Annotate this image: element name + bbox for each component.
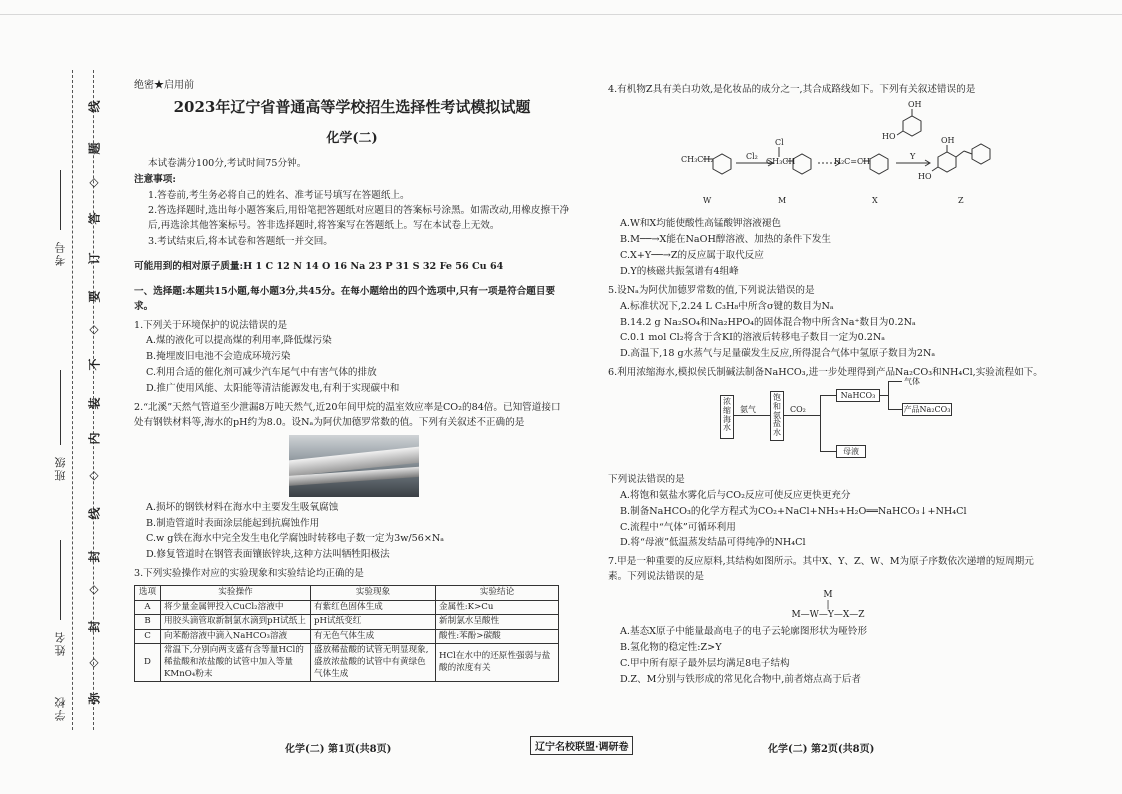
q7-option: A.基态X原子中能量最高电子的电子云轮廓图形状为哑铃形 <box>620 626 868 638</box>
table-cell: C <box>135 629 161 644</box>
process-flowchart <box>608 376 1048 467</box>
flow-label: 气体 <box>904 376 920 386</box>
benzene-ring-z1 <box>938 152 956 172</box>
flow-box-product: 产品Na₂CO₃ <box>903 404 951 414</box>
molecule-structure <box>608 589 1048 621</box>
seal-char: 封 <box>87 620 102 633</box>
group-text: OH <box>908 99 922 109</box>
table-cell: 酸性:苯酚>碳酸 <box>436 629 559 644</box>
flow-box-seawater: 浓缩海水 <box>720 395 734 439</box>
flow-line <box>880 395 888 396</box>
diamond-icon: ◇ <box>89 322 99 336</box>
seal-char: 不 <box>87 358 102 371</box>
benzene-ring-m <box>793 154 811 174</box>
benzene-ring-w <box>713 154 731 174</box>
group-text: CH₃CH₂ <box>681 154 714 164</box>
notice-heading: 注意事项: <box>134 173 176 185</box>
q2-option: B.制造管道时表面涂层能起到抗腐蚀作用 <box>146 517 320 529</box>
table-header: 选项 <box>135 585 161 600</box>
right-column <box>608 82 1048 689</box>
seal-char: 封 <box>87 550 102 563</box>
table-cell: pH试纸变红 <box>311 615 436 630</box>
q5-stem: 5.设Nₐ为阿伏加德罗常数的值,下列说法错误的是 <box>608 284 815 296</box>
group-text: OH <box>941 135 955 145</box>
group-text: HO <box>882 131 896 141</box>
flow-arrow <box>820 395 836 396</box>
flow-branch <box>820 395 821 451</box>
q5-option: D.高温下,18 g水蒸气与足量碳发生反应,所得混合气体中氢原子数目为2Nₐ <box>620 348 936 360</box>
diamond-icon: ◇ <box>89 175 99 189</box>
q5-option: B.14.2 g Na₂SO₄和Na₂HPO₄的固体混合物中所含Na⁺数目为0.2Nₐ <box>620 316 916 328</box>
q6-option: D.将“母液”低温蒸发结晶可得纯净的NH₄Cl <box>620 537 806 549</box>
table-cell: D <box>135 644 161 682</box>
q7-option: B.氢化物的稳定性:Z>Y <box>620 642 722 654</box>
flow-box-nahco3: NaHCO₃ <box>836 389 880 402</box>
compound-label: W <box>703 195 712 205</box>
secret-mark: 绝密★启用前 <box>134 80 194 91</box>
bond <box>932 167 938 171</box>
flow-arrow <box>820 451 836 452</box>
flow-arrow <box>888 381 902 382</box>
table-header-row <box>135 585 559 600</box>
group-text: CH₃CH <box>766 156 796 166</box>
q7-stem: 7.甲是一种重要的反应原料,其结构如图所示。其中X、Y、Z、W、M为原子序数依次递增的短周期元素。下列说法错误的是 <box>608 556 1034 583</box>
table-row <box>135 615 559 630</box>
bond <box>956 151 964 157</box>
table-cell: 有无色气体生成 <box>311 629 436 644</box>
flow-arrow <box>888 409 902 410</box>
table-header: 实验操作 <box>161 585 311 600</box>
structure-main: M—W—Y—X—Z <box>791 609 865 620</box>
benzene-ring-x <box>870 154 888 174</box>
seal-char: 弥 <box>87 692 102 705</box>
q3-stem: 3.下列实验操作对应的实验现象和实验结论均正确的是 <box>134 568 364 580</box>
notice-item: 2.答选择题时,选出每小题答案后,用铅笔把答题纸对应题目的答案标号涂黑。如需改动,用橡皮擦干净后,再选涂其他答案标号。答非选择题时,将答案写在答题纸上。写在本试卷上无效。 <box>148 205 570 232</box>
flow-branch <box>888 381 889 409</box>
q1-option: C.利用合适的催化剂可减少汽车尾气中有害气体的排放 <box>146 367 377 379</box>
structure-top: M <box>823 589 833 600</box>
table-cell: A <box>135 600 161 615</box>
q7-option: D.Z、M分别与铁形成的常见化合物中,前者熔点高于后者 <box>620 673 861 685</box>
seal-char: 装 <box>87 397 102 410</box>
flow-box-brine: 饱和氨盐水 <box>770 391 784 441</box>
table-cell: 盛放稀盐酸的试管无明显现象,盛放浓盐酸的试管中有黄绿色气体生成 <box>311 644 436 682</box>
synthesis-route <box>608 99 1048 211</box>
table-cell: HCl在水中的还原性强弱与盐酸的浓度有关 <box>436 644 559 682</box>
table-row <box>135 629 559 644</box>
footer-page-right: 化学(二) 第2页(共8页) <box>768 744 875 755</box>
q2-option: A.损坏的钢铁材料在海水中主要发生吸氧腐蚀 <box>146 501 339 513</box>
q6-prompt: 下列说法错误的是 <box>608 473 685 485</box>
seal-line-outer <box>72 70 73 730</box>
section-heading: 一、选择题:本题共15小题,每小题3分,共45分。在每小题给出的四个选项中,只有一项是符合题目要求。 <box>134 285 556 312</box>
exam-subtitle: 化学(二) <box>326 130 378 146</box>
name-blank[interactable] <box>60 540 61 620</box>
left-column <box>134 78 570 682</box>
name-label: 姓名 <box>54 630 67 656</box>
binding-margin <box>50 70 120 730</box>
q2-option: D.修复管道时在钢管表面镶嵌锌块,这种方法叫牺牲阳极法 <box>146 549 390 561</box>
atomic-masses: 可能用到的相对原子质量:H 1 C 12 N 14 O 16 Na 23 P 31 S 32 Fe 56 Cu 64 <box>134 261 504 273</box>
flow-label: 氨气 <box>740 404 756 414</box>
class-label: 班级 <box>54 455 67 481</box>
seal-char: 内 <box>87 432 102 445</box>
q1-option: D.推广使用风能、太阳能等清洁能源发电,有利于实现碳中和 <box>146 383 400 395</box>
table-row <box>135 644 559 682</box>
table-cell: B <box>135 615 161 630</box>
diamond-icon: ◇ <box>89 582 99 596</box>
table-header: 实验现象 <box>311 585 436 600</box>
footer-page-left: 化学(二) 第1页(共8页) <box>285 744 392 755</box>
flow-label: CO₂ <box>790 404 806 414</box>
seal-char: 线 <box>87 100 102 113</box>
q7-option: C.甲中所有原子最外层均满足8电子结构 <box>620 658 790 670</box>
table-row <box>135 600 559 615</box>
seal-char: 答 <box>87 212 102 225</box>
seal-char: 订 <box>87 252 102 265</box>
q5-option: A.标准状况下,2.24 L C₃H₈中所含σ键的数目为Nₐ <box>620 300 834 312</box>
q6-stem: 6.利用浓缩海水,模拟侯氏制碱法制备NaHCO₃,进一步处理得到产品Na₂CO₃和NH₄Cl,实验流程如下。 <box>608 367 1043 379</box>
notice-item: 1.答卷前,考生务必将自己的姓名、准考证号填写在答题纸上。 <box>148 189 410 201</box>
reagent-text: Y <box>910 151 916 161</box>
bond <box>897 131 903 135</box>
table-cell: 常温下,分别向两支盛有含等量HCl的稀盐酸和浓盐酸的试管中加入等量KMnO₄粉末 <box>161 644 311 682</box>
seal-char: 题 <box>87 142 102 155</box>
q6-option: B.制备NaHCO₃的化学方程式为CO₂+NaCl+NH₃+H₂O══NaHCO₃↓+NH₄Cl <box>620 505 967 517</box>
q4-option: A.W和X均能使酸性高锰酸钾溶液褪色 <box>620 218 781 230</box>
experiment-table <box>134 585 559 682</box>
seal-char: 要 <box>87 290 102 303</box>
q5-option: C.0.1 mol Cl₂将含于含KI的溶液后转移电子数目一定为0.2Nₐ <box>620 332 886 344</box>
flow-box-mother-liquor: 母液 <box>836 445 866 458</box>
benzene-ring-y <box>903 116 921 136</box>
table-cell: 用胶头滴管取新制氯水滴到pH试纸上 <box>161 615 311 630</box>
table-cell: 金属性:K>Cu <box>436 600 559 615</box>
compound-label: M <box>778 195 787 205</box>
id-number-label: 考号 <box>54 240 67 266</box>
q1-stem: 1.下列关于环境保护的说法错误的是 <box>134 319 288 331</box>
table-cell: 向苯酚溶液中滴入NaHCO₃溶液 <box>161 629 311 644</box>
q2-option: C.w g铁在海水中完全发生电化学腐蚀时转移电子数一定为3w/56×Nₐ <box>146 533 444 545</box>
q4-option: D.Y的核磁共振氢谱有4组峰 <box>620 265 739 277</box>
q1-option: A.煤的液化可以提高煤的利用率,降低煤污染 <box>146 335 332 347</box>
diamond-icon: ◇ <box>89 655 99 669</box>
pipeline-photo <box>289 435 419 497</box>
q6-option: A.将饱和氨盐水雾化后与CO₂反应可使反应更快更充分 <box>620 489 851 501</box>
q6-option: C.流程中“气体”可循环利用 <box>620 521 736 533</box>
diamond-icon: ◇ <box>89 468 99 482</box>
q4-option: C.X+Y──→Z的反应属于取代反应 <box>620 250 764 262</box>
reagent-text: Cl₂ <box>746 151 758 161</box>
notice-item: 3.考试结束后,将本试卷和答题纸一并交回。 <box>148 236 333 248</box>
q4-stem: 4.有机物Z具有美白功效,是化妆品的成分之一,其合成路线如下。下列有关叙述错误的是 <box>608 84 976 95</box>
class-blank[interactable] <box>60 370 61 445</box>
group-text: HO <box>918 171 932 181</box>
q4-option: B.M──→X能在NaOH醇溶液、加热的条件下发生 <box>620 234 832 246</box>
exam-title: 2023年辽宁省普通高等学校招生选择性考试模拟试题 <box>173 97 531 116</box>
top-rule <box>0 14 1122 15</box>
compound-label: Z <box>958 195 964 205</box>
intro-line: 本试卷满分100分,考试时间75分钟。 <box>148 157 307 169</box>
q2-stem: 2.“北溪”天然气管道至少泄漏8万吨天然气,近20年间甲烷的温室效应率是CO₂的84倍。已知管道接口处有钢铁材料等,海水的pH约为8.0。设Nₐ为阿伏加德罗常数的值。下列有关叙述不正确的是 <box>134 401 561 428</box>
table-cell: 有紫红色固体生成 <box>311 600 436 615</box>
footer-brand: 辽宁名校联盟·调研卷 <box>530 736 633 755</box>
structure-bond: | <box>826 599 830 610</box>
bond <box>964 151 972 154</box>
table-header: 实验结论 <box>436 585 559 600</box>
compound-label: X <box>872 195 878 205</box>
q1-option: B.掩埋废旧电池不会造成环境污染 <box>146 351 291 363</box>
group-text: H₂C=CH <box>834 156 871 166</box>
school-label: 学校 <box>54 695 67 721</box>
benzene-ring-z2 <box>972 144 990 164</box>
table-cell: 将少量金属钾投入CuCl₂溶液中 <box>161 600 311 615</box>
table-cell: 新制氯水呈酸性 <box>436 615 559 630</box>
id-number-blank[interactable] <box>60 170 61 230</box>
seal-char: 线 <box>87 507 102 520</box>
group-text: Cl <box>775 137 784 147</box>
